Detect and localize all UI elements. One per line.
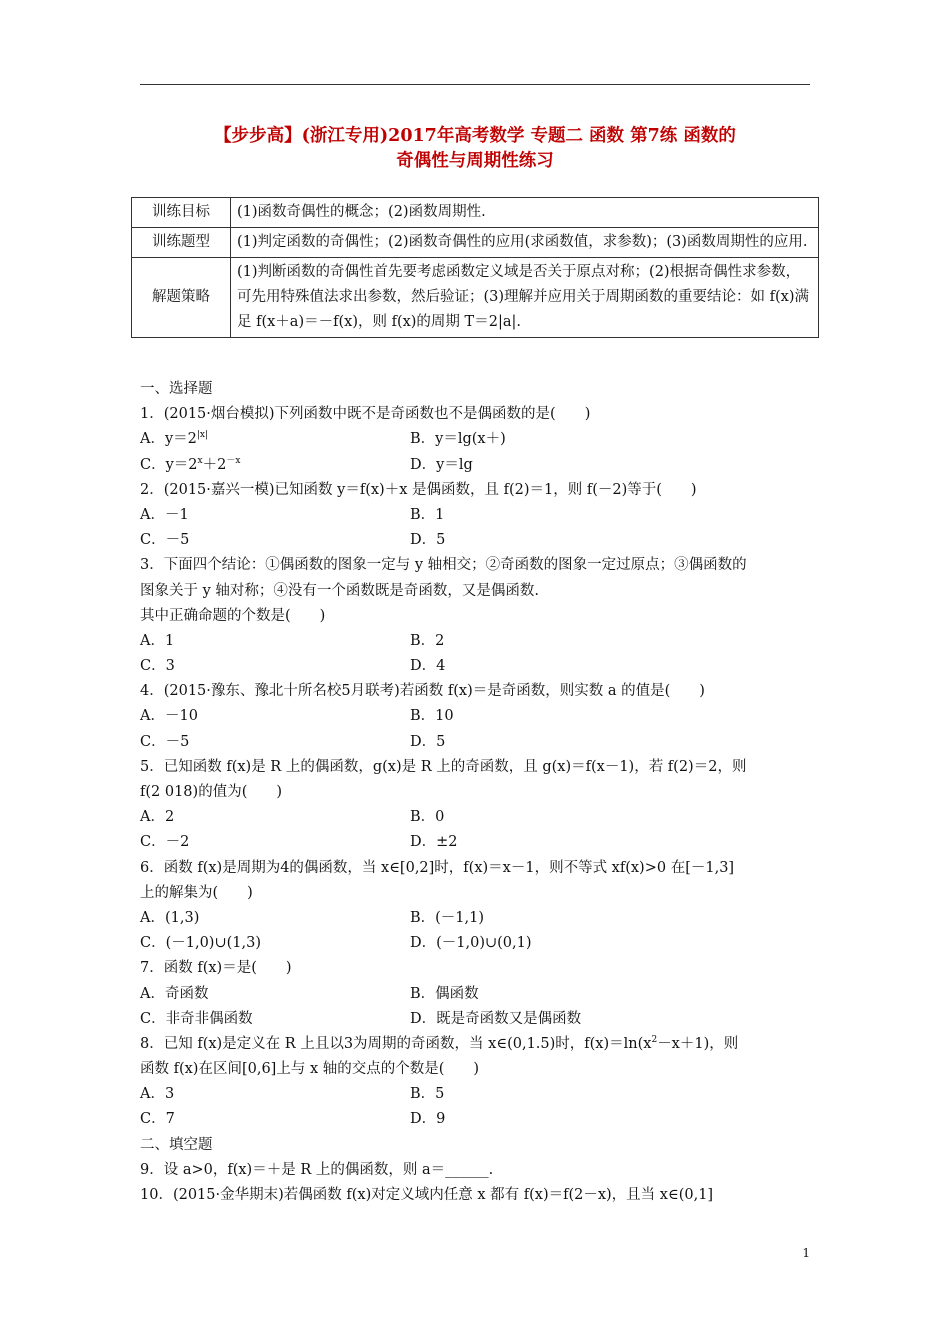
header-rule <box>140 84 810 85</box>
option-b: B．0 <box>410 809 445 826</box>
option-c: C．－2 <box>140 834 190 851</box>
option-d: D．5 <box>410 532 446 549</box>
option-text: ＋2 <box>202 456 227 473</box>
question-9: 9．设 a>0，f(x)＝＋是 R 上的偶函数，则 a＝______. <box>140 1161 494 1178</box>
option-d: D．±2 <box>410 834 458 851</box>
question-1: 1．(2015·烟台模拟)下列函数中既不是奇函数也不是偶函数的是( ) <box>140 406 591 423</box>
question-8-line-2: 函数 f(x)在区间[0,6]上与 x 轴的交点的个数是( ) <box>140 1061 480 1078</box>
options-row <box>140 528 812 553</box>
options-row <box>140 730 812 755</box>
section-heading: 一、选择题 <box>140 381 213 397</box>
options-row <box>140 906 812 931</box>
options-row <box>140 654 812 679</box>
table-row <box>132 228 819 258</box>
option-a: A．奇函数 <box>140 985 209 1002</box>
options-row <box>140 629 812 654</box>
question-3-line-2: 图象关于 y 轴对称；④没有一个函数既是奇函数，又是偶函数. <box>140 582 540 599</box>
title-line-1: 【步步高】(浙江专用)2017年高考数学 专题二 函数 第7练 函数的 <box>214 126 736 146</box>
option-d: D．既是奇函数又是偶函数 <box>410 1010 582 1027</box>
table-value: (1)判断函数的奇偶性首先要考虑函数定义域是否关于原点对称；(2)根据奇偶性求参数，可先用特殊值法求出参数，然后验证；(3)理解并应用关于周期函数的重要结论：如 f(x)满足 f(x＋a)＝－f(x)，则 f(x)的周期 T＝2|a|. <box>231 258 819 338</box>
option-text: A．y＝2 <box>140 431 197 448</box>
option-d: D．9 <box>410 1111 446 1128</box>
option-b: B．5 <box>410 1086 445 1103</box>
table-key: 训练题型 <box>132 228 231 258</box>
question-3-line-1: 3．下面四个结论：①偶函数的图象一定与 y 轴相交；②奇函数的图象一定过原点；③偶函数的 <box>140 557 747 574</box>
option-a: A．1 <box>140 632 175 649</box>
question-2: 2．(2015·嘉兴一模)已知函数 y＝f(x)＋x 是偶函数，且 f(2)＝1，则 f(－2)等于( ) <box>140 481 697 498</box>
option-c: C．－5 <box>140 532 190 549</box>
question-6-line-1: 6．函数 f(x)是周期为4的偶函数，当 x∈[0,2]时，f(x)＝x－1，则不等式 xf(x)>0 在[－1,3] <box>140 859 735 876</box>
option-d: D．5 <box>410 733 446 750</box>
options-row <box>140 805 812 830</box>
option-a: A．－1 <box>140 506 189 523</box>
superscript: －x <box>226 455 241 466</box>
options-row <box>140 453 812 478</box>
table-row <box>132 198 819 228</box>
options-row <box>140 830 812 855</box>
options-row <box>140 503 812 528</box>
question-4: 4．(2015·豫东、豫北十所名校5月联考)若函数 f(x)＝是奇函数，则实数 a 的值是( ) <box>140 683 705 700</box>
option-a <box>140 427 410 452</box>
option-d: D．4 <box>410 658 446 675</box>
title-line-2: 奇偶性与周期性练习 <box>396 151 554 171</box>
option-c: C．(－1,0)∪(1,3) <box>140 935 261 952</box>
options-row <box>140 1007 812 1032</box>
option-d: D．y＝lg <box>410 456 473 473</box>
option-c <box>140 453 410 478</box>
option-c: C．非奇非偶函数 <box>140 1010 253 1027</box>
table-key: 训练目标 <box>132 198 231 228</box>
option-b: B．1 <box>410 506 445 523</box>
superscript: |x| <box>196 430 209 441</box>
question-5-line-2: f(2 018)的值为( ) <box>140 784 283 800</box>
option-a: A．－10 <box>140 708 198 725</box>
options-row <box>140 931 812 956</box>
option-a: A．2 <box>140 809 175 826</box>
option-c: C．－5 <box>140 733 190 750</box>
table-key: 解题策略 <box>132 258 231 338</box>
option-b: B．偶函数 <box>410 985 479 1002</box>
document-title <box>120 124 830 174</box>
option-a: A．3 <box>140 1086 175 1103</box>
option-text: C．y＝2 <box>140 456 198 473</box>
question-10: 10．(2015·金华期末)若偶函数 f(x)对定义域内任意 x 都有 f(x)＝f(2－x)，且当 x∈(0,1] <box>140 1187 714 1203</box>
question-3-line-3: 其中正确命题的个数是( ) <box>140 607 326 624</box>
option-b: B．y＝lg(x＋) <box>410 431 506 448</box>
question-text: 8．已知 f(x)是定义在 R 上且以3为周期的奇函数，当 x∈(0,1.5)时，f(x)＝ln(x <box>140 1035 652 1052</box>
option-a: A．(1,3) <box>140 909 200 926</box>
option-b: B．(－1,1) <box>410 909 485 926</box>
options-row <box>140 704 812 729</box>
options-row <box>140 1107 812 1132</box>
questions-body <box>140 377 812 1208</box>
section-heading: 二、填空题 <box>140 1136 213 1153</box>
table-value: (1)判定函数的奇偶性；(2)函数奇偶性的应用(求函数值，求参数)；(3)函数周期性的应用. <box>231 228 819 258</box>
options-row <box>140 982 812 1007</box>
training-info-table <box>131 197 819 338</box>
question-7: 7．函数 f(x)＝是( ) <box>140 960 292 977</box>
table-value: (1)函数奇偶性的概念；(2)函数周期性. <box>231 198 819 228</box>
superscript: x <box>197 455 203 466</box>
question-8-line-1 <box>140 1032 812 1057</box>
table-row <box>132 258 819 338</box>
option-c: C．3 <box>140 658 175 675</box>
question-5-line-1: 5．已知函数 f(x)是 R 上的偶函数，g(x)是 R 上的奇函数，且 g(x)＝f(x－1)，若 f(2)＝2，则 <box>140 758 747 775</box>
question-text: －x＋1)，则 <box>657 1035 739 1052</box>
options-row <box>140 1082 812 1107</box>
option-d: D．(－1,0)∪(0,1) <box>410 935 532 952</box>
question-6-line-2: 上的解集为( ) <box>140 884 253 901</box>
option-b: B．10 <box>410 708 454 725</box>
option-c: C．7 <box>140 1111 175 1128</box>
options-row <box>140 427 812 452</box>
page-number: 1 <box>802 1246 810 1260</box>
option-b: B．2 <box>410 632 445 649</box>
superscript: 2 <box>651 1035 658 1046</box>
